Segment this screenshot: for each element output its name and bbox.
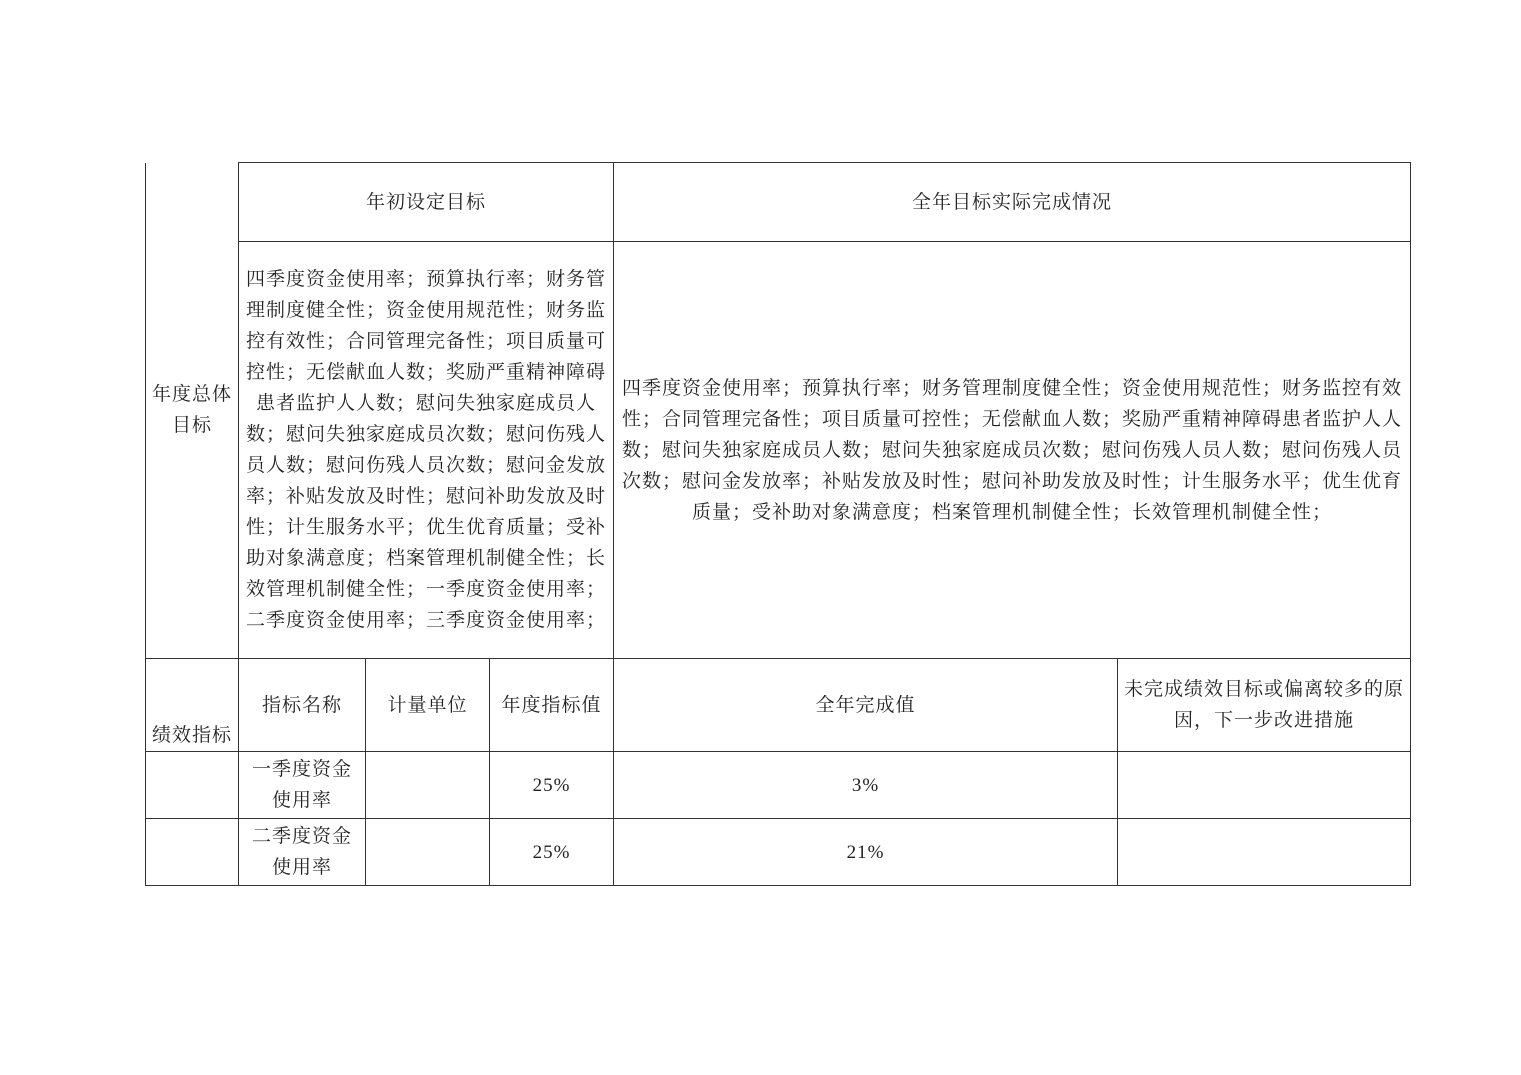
target-cell bbox=[490, 752, 614, 819]
indicator-header-row bbox=[146, 659, 1411, 752]
actual-completion-header: 全年目标实际完成情况 bbox=[912, 190, 1113, 213]
indicator-name: 二季度资金使用率 bbox=[251, 825, 352, 878]
indicator-name-header: 指标名称 bbox=[261, 693, 342, 716]
actual-completion-text: 四季度资金使用率；预算执行率；财务管理制度健全性；资金使用规范性；财务监控有效性；合同管理完备性；项目质量可控性；无偿献血人数；奖励严重精神障碍患者监护人人数；慰问失独家庭成员人数；慰问失独家庭成员次数；慰问伤残人员人数；慰问伤残人员次数；慰问金发放率；补贴发放及时性；慰问补助发放及时性；计生服务水平；优生优育质量；受补助对象满意度；档案管理机制健全性；长效管理机制健全性； bbox=[622, 376, 1403, 523]
unit-header-cell bbox=[366, 659, 490, 752]
reason-cell bbox=[1118, 819, 1411, 886]
initial-goal-text-cell bbox=[239, 242, 614, 659]
actual-cell bbox=[614, 752, 1118, 819]
goals-header-row bbox=[146, 163, 1411, 242]
actual-value: 3% bbox=[851, 774, 880, 796]
target-value: 25% bbox=[532, 841, 571, 863]
goals-content-row bbox=[146, 242, 1411, 659]
initial-goal-header-cell bbox=[239, 163, 614, 242]
initial-goal-header: 年初设定目标 bbox=[366, 190, 487, 213]
row-label-empty-cell bbox=[146, 752, 239, 819]
reason-cell bbox=[1118, 752, 1411, 819]
unit-cell bbox=[366, 819, 490, 886]
initial-goal-text: 四季度资金使用率；预算执行率；财务管理制度健全性；资金使用规范性；财务监控有效性；合同管理完备性；项目质量可控性；无偿献血人数；奖励严重精神障碍患者监护人人数；慰问失独家庭成员人数；慰问失独家庭成员次数；慰问伤残人员人数；慰问伤残人员次数；慰问金发放率；补贴发放及时性；慰问补助发放及时性；计生服务水平；优生优育质量；受补助对象满意度；档案管理机制健全性；长效管理机制健全性；一季度资金使用率；二季度资金使用率；三季度资金使用率； bbox=[246, 268, 607, 631]
table-row bbox=[146, 752, 1411, 819]
annual-target-header-cell bbox=[490, 659, 614, 752]
performance-indicators-label: 绩效指标 bbox=[151, 724, 232, 746]
row-label-empty-cell bbox=[146, 819, 239, 886]
annual-actual-header: 全年完成值 bbox=[815, 693, 916, 716]
table-row bbox=[146, 819, 1411, 886]
annual-goals-label: 年度总体目标 bbox=[151, 383, 232, 437]
reason-header: 未完成绩效目标或偏离较多的原因，下一步改进措施 bbox=[1124, 678, 1405, 731]
actual-cell bbox=[614, 819, 1118, 886]
target-value: 25% bbox=[532, 774, 571, 796]
indicator-name-cell bbox=[239, 752, 366, 819]
reason-header-cell bbox=[1118, 659, 1411, 752]
performance-table bbox=[145, 162, 1411, 886]
indicator-name-cell bbox=[239, 819, 366, 886]
actual-completion-text-cell bbox=[614, 242, 1411, 659]
annual-target-header: 年度指标值 bbox=[501, 693, 602, 716]
annual-actual-header-cell bbox=[614, 659, 1118, 752]
unit-header: 计量单位 bbox=[387, 693, 468, 716]
actual-completion-header-cell bbox=[614, 163, 1411, 242]
performance-indicators-label-cell bbox=[146, 659, 239, 752]
indicator-name: 一季度资金使用率 bbox=[251, 758, 352, 811]
actual-value: 21% bbox=[846, 841, 885, 863]
indicator-name-header-cell bbox=[239, 659, 366, 752]
target-cell bbox=[490, 819, 614, 886]
unit-cell bbox=[366, 752, 490, 819]
annual-goals-label-cell bbox=[146, 163, 239, 659]
